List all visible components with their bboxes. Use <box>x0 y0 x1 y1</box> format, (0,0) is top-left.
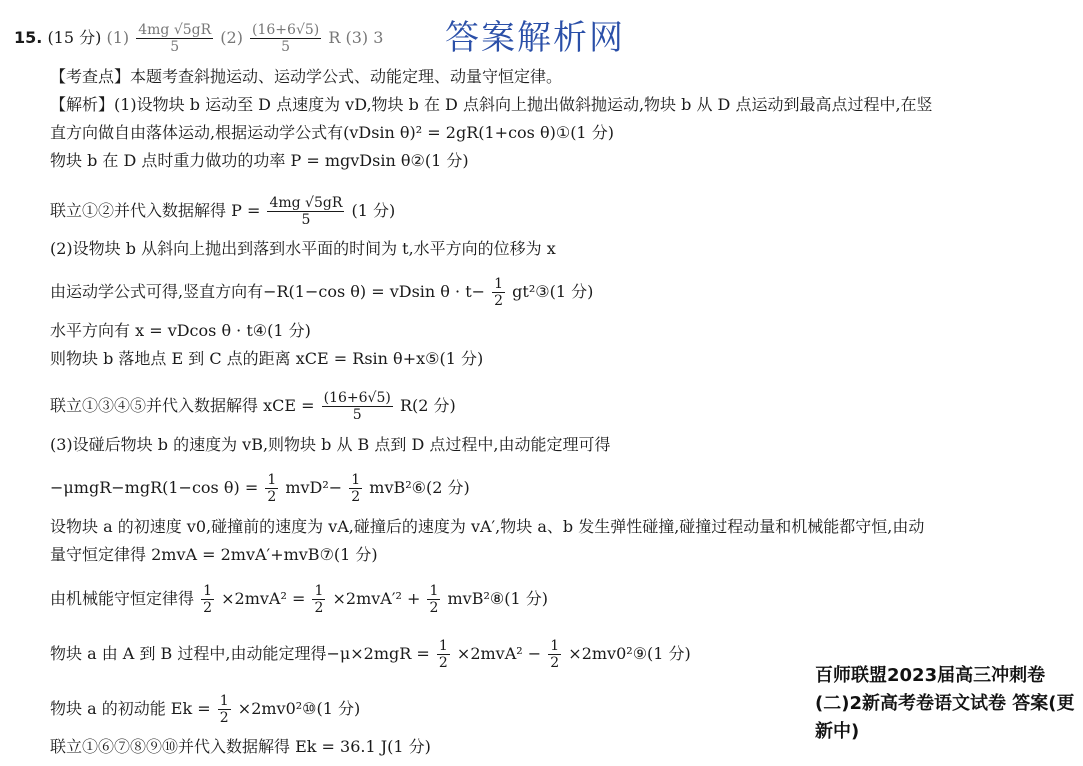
analysis-line-1: 【解析】(1)设物块 b 运动至 D 点速度为 vD,物块 b 在 D 点斜向上抛出做斜抛运动,物块 b 从 D 点运动到最高点过程中,在竖 <box>50 95 933 114</box>
power-line: 物块 b 在 D 点时重力做功的功率 P = mgvDsin θ②(1 分) <box>50 151 469 170</box>
distance-line: 则物块 b 落地点 E 到 C 点的距离 xCE = Rsin θ+x⑤(1 分) <box>50 349 484 368</box>
collision-line-2: 量守恒定律得 2mvA = 2mvA′+mvB⑦(1 分) <box>50 545 378 564</box>
side-promo-text: 百师联盟2023届高三冲刺卷(二)2新高考卷语文试卷 答案(更新中) <box>815 665 1075 742</box>
energy-eq-line: −μmgR−mgR(1−cos θ) = $\frac{1}{2}$ mvD²− $\frac{1}{2}$ mvB²⑥(2 分) <box>50 472 470 505</box>
answer-2-fraction: $\frac{(16+6√5)}{5}$ <box>252 22 320 55</box>
final-result-line: 联立①⑥⑦⑧⑨⑩并代入数据解得 Ek = 36.1 J(1 分) <box>50 737 431 756</box>
distance-result-line: 联立①③④⑤并代入数据解得 xCE = $\frac{(16+6√5)}{5}$ R(2 分) <box>50 390 456 423</box>
part-2-intro: (2)设物块 b 从斜向上抛出到落到水平面的时间为 t,水平方向的位移为 x <box>50 239 556 258</box>
answer-1-label: (1) <box>106 28 130 47</box>
answer-3-label: (3) 3 <box>345 28 384 47</box>
power-result-line: 联立①②并代入数据解得 P = $\frac{4mg √5gR}{5}$ (1 分) <box>50 195 396 228</box>
power-fraction: $\frac{4mg √5gR}{5}$ <box>269 195 343 228</box>
distance-fraction: $\frac{(16+6√5)}{5}$ <box>323 390 391 423</box>
initial-ke-line: 物块 a 的初动能 Ek = $\frac{1}{2}$ ×2mv0²⑩(1 分) <box>50 693 361 726</box>
question-header: 15. (15 分) (1) $\frac{4mg √5gR}{5}$ (2) $\frac{(16+6√5)}{5}$ R (3) 3 <box>14 22 384 55</box>
exam-point-line: 【考查点】本题考查斜抛运动、运动学公式、动能定理、动量守恒定律。 <box>50 67 563 86</box>
horizontal-eq-line: 水平方向有 x = vDcos θ · t④(1 分) <box>50 321 311 340</box>
analysis-line-2: 直方向做自由落体运动,根据运动学公式有(vDsin θ)² = 2gR(1+cos θ)①(1 分) <box>50 123 614 142</box>
part-3-intro: (3)设碰后物块 b 的速度为 vB,则物块 b 从 B 点到 D 点过程中,由动能定理可得 <box>50 435 611 454</box>
question-score: (15 分) <box>47 28 102 47</box>
watermark: 答案解析网 <box>445 18 625 58</box>
question-number: 15. <box>14 28 43 47</box>
a-to-b-line: 物块 a 由 A 到 B 过程中,由动能定理得−μ×2mgR = $\frac{1}{2}$ ×2mvA² − $\frac{1}{2}$ ×2mv0²⑨(1 分) <box>50 638 691 671</box>
answer-2-label: (2) <box>220 28 243 47</box>
vertical-eq-line: 由运动学公式可得,竖直方向有−R(1−cos θ) = vDsin θ · t− $\frac{1}{2}$ gt²③(1 分) <box>50 276 594 309</box>
mech-energy-line: 由机械能守恒定律得 $\frac{1}{2}$ ×2mvA² = $\frac{1}{2}$ ×2mvA′² + $\frac{1}{2}$ mvB²⑧(1 分) <box>50 583 548 616</box>
answer-1-fraction: $\frac{4mg √5gR}{5}$ <box>138 22 212 55</box>
collision-line-1: 设物块 a 的初速度 v0,碰撞前的速度为 vA,碰撞后的速度为 vA′,物块 a、b 发生弹性碰撞,碰撞过程动量和机械能都守恒,由动 <box>50 517 925 536</box>
